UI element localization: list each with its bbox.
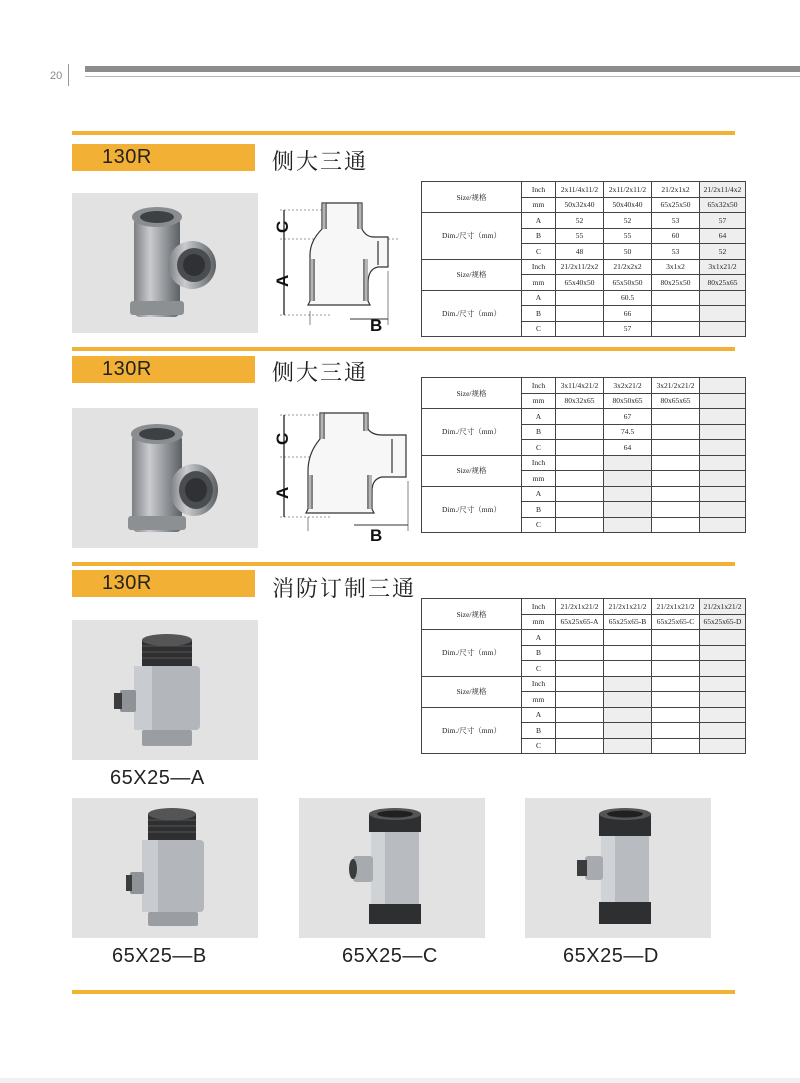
dimension-letter: A	[522, 213, 556, 229]
table-row	[422, 599, 746, 615]
diagram-label-c: C	[273, 220, 292, 233]
diagram-label-a: A	[273, 486, 292, 499]
spec-cell	[700, 723, 746, 739]
section-1-code: 130R	[72, 144, 255, 171]
spec-cell	[604, 738, 652, 754]
spec-cell	[652, 321, 700, 337]
spec-cell: 21/2x1x21/2	[604, 599, 652, 615]
spec-cell	[700, 393, 746, 409]
spec-cell: 65x25x65-B	[604, 614, 652, 630]
dimension-letter: B	[522, 424, 556, 440]
page-number: 20	[50, 70, 63, 82]
spec-cell: 21/2x11/2x2	[556, 259, 604, 275]
section-3-top-rule	[72, 562, 735, 566]
spec-cell: 2x11/2x11/2	[604, 182, 652, 198]
dim-label: Dim./尺寸（mm）	[422, 290, 522, 337]
dimension-letter: C	[522, 321, 556, 337]
page-number-divider	[68, 64, 69, 86]
spec-cell	[700, 440, 746, 456]
spec-cell: 80x32x65	[556, 393, 604, 409]
spec-cell	[700, 630, 746, 646]
spec-cell: 52	[700, 244, 746, 260]
spec-cell	[652, 440, 700, 456]
dimension-letter: C	[522, 517, 556, 533]
spec-cell	[556, 321, 604, 337]
mm-label: mm	[522, 275, 556, 291]
spec-cell	[652, 738, 700, 754]
spec-cell	[700, 738, 746, 754]
spec-cell: 3x21/2x21/2	[652, 378, 700, 394]
spec-cell: 66	[604, 306, 652, 322]
dim-label: Dim./尺寸（mm）	[422, 630, 522, 677]
caption-65x25-c: 65X25—C	[342, 945, 438, 967]
spec-cell: 64	[604, 440, 652, 456]
spec-cell	[604, 645, 652, 661]
dimension-letter: C	[522, 661, 556, 677]
spec-cell	[556, 486, 604, 502]
spec-cell: 65x32x50	[700, 197, 746, 213]
inch-label: Inch	[522, 182, 556, 198]
dim-label: Dim./尺寸（mm）	[422, 707, 522, 754]
spec-cell	[604, 692, 652, 708]
diagram-label-a: A	[273, 274, 292, 287]
product-photo-65x25-b	[72, 798, 258, 938]
caption-65x25-b: 65X25—B	[112, 945, 207, 967]
section-3-code: 130R	[72, 570, 255, 597]
spec-cell	[700, 321, 746, 337]
spec-cell: 67	[604, 409, 652, 425]
spec-cell	[700, 502, 746, 518]
table-row	[422, 259, 746, 275]
section-1-product-photo	[72, 193, 258, 333]
spec-cell	[700, 707, 746, 723]
spec-cell	[652, 502, 700, 518]
spec-cell	[652, 455, 700, 471]
mm-label: mm	[522, 692, 556, 708]
dimension-letter: B	[522, 645, 556, 661]
spec-cell	[604, 455, 652, 471]
spec-cell	[700, 409, 746, 425]
dimension-letter: B	[522, 502, 556, 518]
spec-cell	[556, 630, 604, 646]
spec-cell	[556, 661, 604, 677]
spec-cell	[700, 692, 746, 708]
spec-cell	[700, 424, 746, 440]
dimension-letter: B	[522, 723, 556, 739]
spec-cell: 2x11/4x11/2	[556, 182, 604, 198]
spec-cell	[700, 455, 746, 471]
spec-cell	[556, 707, 604, 723]
spec-cell: 74.5	[604, 424, 652, 440]
spec-cell	[652, 692, 700, 708]
spec-cell: 80x25x65	[700, 275, 746, 291]
spec-cell: 21/2x1x21/2	[556, 599, 604, 615]
spec-cell	[700, 676, 746, 692]
spec-cell: 21/2x1x21/2	[652, 599, 700, 615]
size-label: Size/规格	[422, 455, 522, 486]
dimension-letter: C	[522, 738, 556, 754]
spec-cell	[652, 676, 700, 692]
spec-cell	[556, 455, 604, 471]
spec-cell	[652, 630, 700, 646]
section-2-dimension-diagram	[270, 405, 418, 545]
table-row	[422, 409, 746, 425]
section-2-top-rule	[72, 347, 735, 351]
spec-cell	[556, 723, 604, 739]
size-label: Size/规格	[422, 599, 522, 630]
dimension-letter: C	[522, 244, 556, 260]
spec-cell: 65x50x50	[604, 275, 652, 291]
dimension-letter: A	[522, 409, 556, 425]
spec-cell	[700, 645, 746, 661]
dim-label: Dim./尺寸（mm）	[422, 213, 522, 260]
dimension-letter: C	[522, 440, 556, 456]
section-2-title: 侧大三通	[272, 360, 369, 385]
bottom-rule	[72, 990, 735, 994]
spec-cell: 3x1x2	[652, 259, 700, 275]
dimension-letter: B	[522, 306, 556, 322]
table-row	[422, 630, 746, 646]
spec-cell	[556, 440, 604, 456]
dimension-letter: B	[522, 228, 556, 244]
product-photo-65x25-d	[525, 798, 711, 938]
diagram-label-b: B	[370, 526, 383, 545]
caption-65x25-d: 65X25—D	[563, 945, 659, 967]
spec-cell	[700, 290, 746, 306]
spec-cell: 3x1x21/2	[700, 259, 746, 275]
spec-cell	[652, 290, 700, 306]
spec-cell	[604, 471, 652, 487]
spec-cell	[700, 378, 746, 394]
inch-label: Inch	[522, 599, 556, 615]
table-row	[422, 676, 746, 692]
spec-cell: 53	[652, 244, 700, 260]
product-photo-65x25-c	[299, 798, 485, 938]
section-2-code: 130R	[72, 356, 255, 383]
header-bar	[85, 66, 800, 72]
spec-cell: 65x25x50	[652, 197, 700, 213]
spec-cell	[556, 424, 604, 440]
spec-cell: 53	[652, 213, 700, 229]
table-row	[422, 707, 746, 723]
table-row	[422, 486, 746, 502]
spec-cell	[652, 486, 700, 502]
spec-cell	[700, 486, 746, 502]
spec-cell	[652, 707, 700, 723]
dim-label: Dim./尺寸（mm）	[422, 486, 522, 533]
spec-cell	[652, 306, 700, 322]
mm-label: mm	[522, 471, 556, 487]
spec-cell: 21/2x1x2	[652, 182, 700, 198]
spec-cell	[556, 517, 604, 533]
spec-cell: 65x40x50	[556, 275, 604, 291]
spec-cell	[556, 676, 604, 692]
dimension-letter: A	[522, 707, 556, 723]
spec-cell: 21/2x1x21/2	[700, 599, 746, 615]
table-row	[422, 213, 746, 229]
table-row	[422, 182, 746, 198]
size-label: Size/规格	[422, 182, 522, 213]
spec-cell	[556, 409, 604, 425]
spec-cell: 80x25x50	[652, 275, 700, 291]
spec-cell: 50x40x40	[604, 197, 652, 213]
section-3-spec-table	[421, 598, 746, 754]
spec-cell	[652, 645, 700, 661]
inch-label: Inch	[522, 259, 556, 275]
page-bottom-edge	[0, 1078, 800, 1083]
spec-cell	[700, 306, 746, 322]
spec-cell: 64	[700, 228, 746, 244]
spec-cell	[652, 409, 700, 425]
spec-cell	[604, 517, 652, 533]
spec-cell: 80x65x65	[652, 393, 700, 409]
inch-label: Inch	[522, 378, 556, 394]
spec-cell: 60	[652, 228, 700, 244]
section-2-spec-table	[421, 377, 746, 533]
spec-cell: 55	[556, 228, 604, 244]
spec-cell: 3x2x21/2	[604, 378, 652, 394]
mm-label: mm	[522, 197, 556, 213]
section-1-top-rule	[72, 131, 735, 135]
spec-cell	[604, 502, 652, 518]
spec-cell: 21/2x2x2	[604, 259, 652, 275]
spec-cell	[556, 306, 604, 322]
size-label: Size/规格	[422, 378, 522, 409]
spec-cell: 3x11/4x21/2	[556, 378, 604, 394]
spec-cell	[652, 661, 700, 677]
spec-cell: 65x25x65-C	[652, 614, 700, 630]
spec-cell	[604, 707, 652, 723]
section-1-spec-table	[421, 181, 746, 337]
spec-cell: 52	[604, 213, 652, 229]
inch-label: Inch	[522, 455, 556, 471]
spec-cell: 48	[556, 244, 604, 260]
spec-cell	[556, 290, 604, 306]
size-label: Size/规格	[422, 259, 522, 290]
spec-cell	[556, 692, 604, 708]
spec-cell	[556, 471, 604, 487]
section-1-dimension-diagram	[270, 193, 418, 333]
spec-cell	[556, 738, 604, 754]
spec-cell: 65x25x65-A	[556, 614, 604, 630]
caption-65x25-a: 65X25—A	[110, 767, 205, 789]
spec-cell	[604, 661, 652, 677]
table-row	[422, 378, 746, 394]
section-2-product-photo	[72, 408, 258, 548]
spec-cell: 21/2x11/4x2	[700, 182, 746, 198]
spec-cell: 57	[700, 213, 746, 229]
spec-cell	[556, 502, 604, 518]
inch-label: Inch	[522, 676, 556, 692]
dimension-letter: A	[522, 486, 556, 502]
spec-cell: 50	[604, 244, 652, 260]
product-photo-65x25-a	[72, 620, 258, 760]
table-row	[422, 290, 746, 306]
diagram-label-c: C	[273, 432, 292, 445]
spec-cell	[700, 661, 746, 677]
spec-cell	[604, 630, 652, 646]
header-thin-line	[85, 76, 800, 77]
size-label: Size/规格	[422, 676, 522, 707]
spec-cell: 57	[604, 321, 652, 337]
spec-cell: 80x50x65	[604, 393, 652, 409]
section-3-title: 消防订制三通	[272, 576, 417, 601]
mm-label: mm	[522, 614, 556, 630]
spec-cell	[604, 723, 652, 739]
spec-cell	[556, 645, 604, 661]
spec-cell	[652, 471, 700, 487]
dimension-letter: A	[522, 630, 556, 646]
dim-label: Dim./尺寸（mm）	[422, 409, 522, 456]
spec-cell	[652, 517, 700, 533]
spec-cell	[604, 676, 652, 692]
spec-cell: 65x25x65-D	[700, 614, 746, 630]
spec-cell	[652, 424, 700, 440]
spec-cell	[700, 517, 746, 533]
spec-cell	[604, 486, 652, 502]
section-1-title: 侧大三通	[272, 149, 369, 174]
spec-cell: 50x32x40	[556, 197, 604, 213]
spec-cell	[700, 471, 746, 487]
spec-cell: 60.5	[604, 290, 652, 306]
spec-cell: 52	[556, 213, 604, 229]
mm-label: mm	[522, 393, 556, 409]
diagram-label-b: B	[370, 316, 383, 333]
dimension-letter: A	[522, 290, 556, 306]
table-row	[422, 455, 746, 471]
spec-cell	[652, 723, 700, 739]
spec-cell: 55	[604, 228, 652, 244]
